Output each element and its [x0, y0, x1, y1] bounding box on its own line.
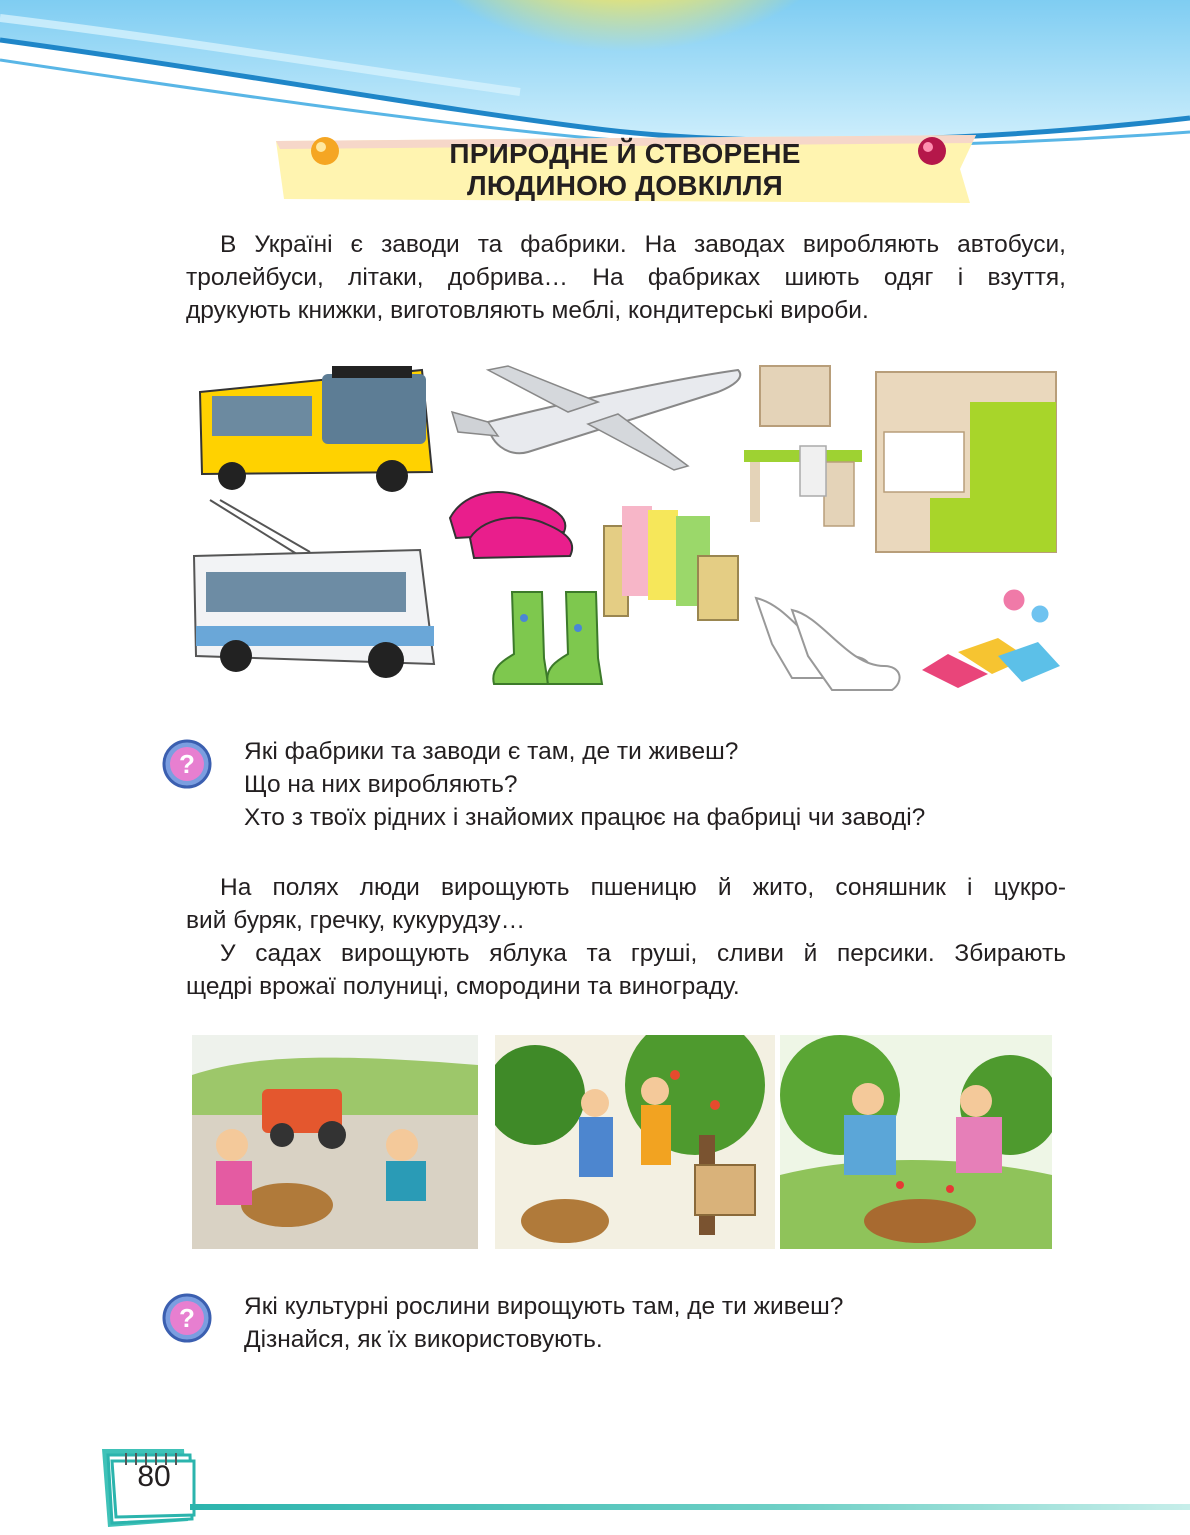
- question-2-line-1: Які культурні рослини вирощують там, де ти живеш?: [244, 1293, 844, 1320]
- rubber-boots-image: [488, 588, 612, 690]
- potato-field-illustration: [192, 1035, 478, 1249]
- svg-text:?: ?: [179, 749, 195, 779]
- svg-text:?: ?: [179, 1303, 195, 1333]
- question-mark-icon: [161, 1292, 213, 1344]
- intro-line-1: В Україні є заводи та фабрики. На заводах виробляють автобуси,: [220, 231, 1066, 258]
- fields-line-4: щедрі врожаї полуниці, смородини та винограду.: [186, 973, 740, 1000]
- questions-block-2: [244, 1290, 843, 1356]
- desk-furniture-image: [740, 362, 866, 532]
- orchard-illustration: [495, 1035, 775, 1249]
- sneakers-image: [446, 478, 576, 562]
- intro-paragraph: [186, 228, 1066, 327]
- candies-image: [918, 582, 1064, 692]
- bunk-bed-image: [870, 362, 1064, 558]
- fields-line-3: У садах вирощують яблука та груші, сливи й персики. Збирають: [220, 940, 1066, 967]
- question-2-line-2: Дізнайся, як їх використовують.: [244, 1326, 603, 1353]
- question-1-line-3: Хто з твоїх рідних і знайомих працює на фабриці чи заводі?: [244, 804, 926, 831]
- airplane-image: [448, 362, 750, 472]
- books-image: [598, 496, 744, 626]
- page-number: 80: [137, 1460, 171, 1493]
- bottom-divider: [190, 1504, 1190, 1510]
- bus-image: [192, 362, 438, 502]
- page-title: [300, 138, 950, 202]
- question-1-line-2: Що на них виробляють?: [244, 771, 518, 798]
- title-line-2: ЛЮДИНОЮ ДОВКІЛЛЯ: [467, 170, 783, 201]
- title-line-1: ПРИРОДНЕ Й СТВОРЕНЕ: [449, 138, 801, 169]
- trolleybus-image: [190, 496, 440, 690]
- fields-line-2: вий буряк, гречку, кукурудзу…: [186, 907, 526, 934]
- question-1-line-1: Які фабрики та заводи є там, де ти живеш?: [244, 738, 739, 765]
- strawberry-picking-illustration: [780, 1035, 1052, 1249]
- question-mark-icon: [161, 738, 213, 790]
- header-sky-illustration: [0, 0, 1190, 150]
- intro-line-2: тролейбуси, літаки, добрива… На фабриках шиють одяг і взуття,: [186, 264, 1066, 291]
- questions-block-1: [244, 735, 925, 834]
- high-heels-image: [752, 586, 908, 694]
- fields-line-1: На полях люди вирощують пшеницю й жито, соняшник і цукро-: [220, 874, 1066, 901]
- fields-paragraph: [186, 871, 1066, 1003]
- intro-line-3: друкують книжки, виготовляють меблі, кондитерські вироби.: [186, 297, 869, 324]
